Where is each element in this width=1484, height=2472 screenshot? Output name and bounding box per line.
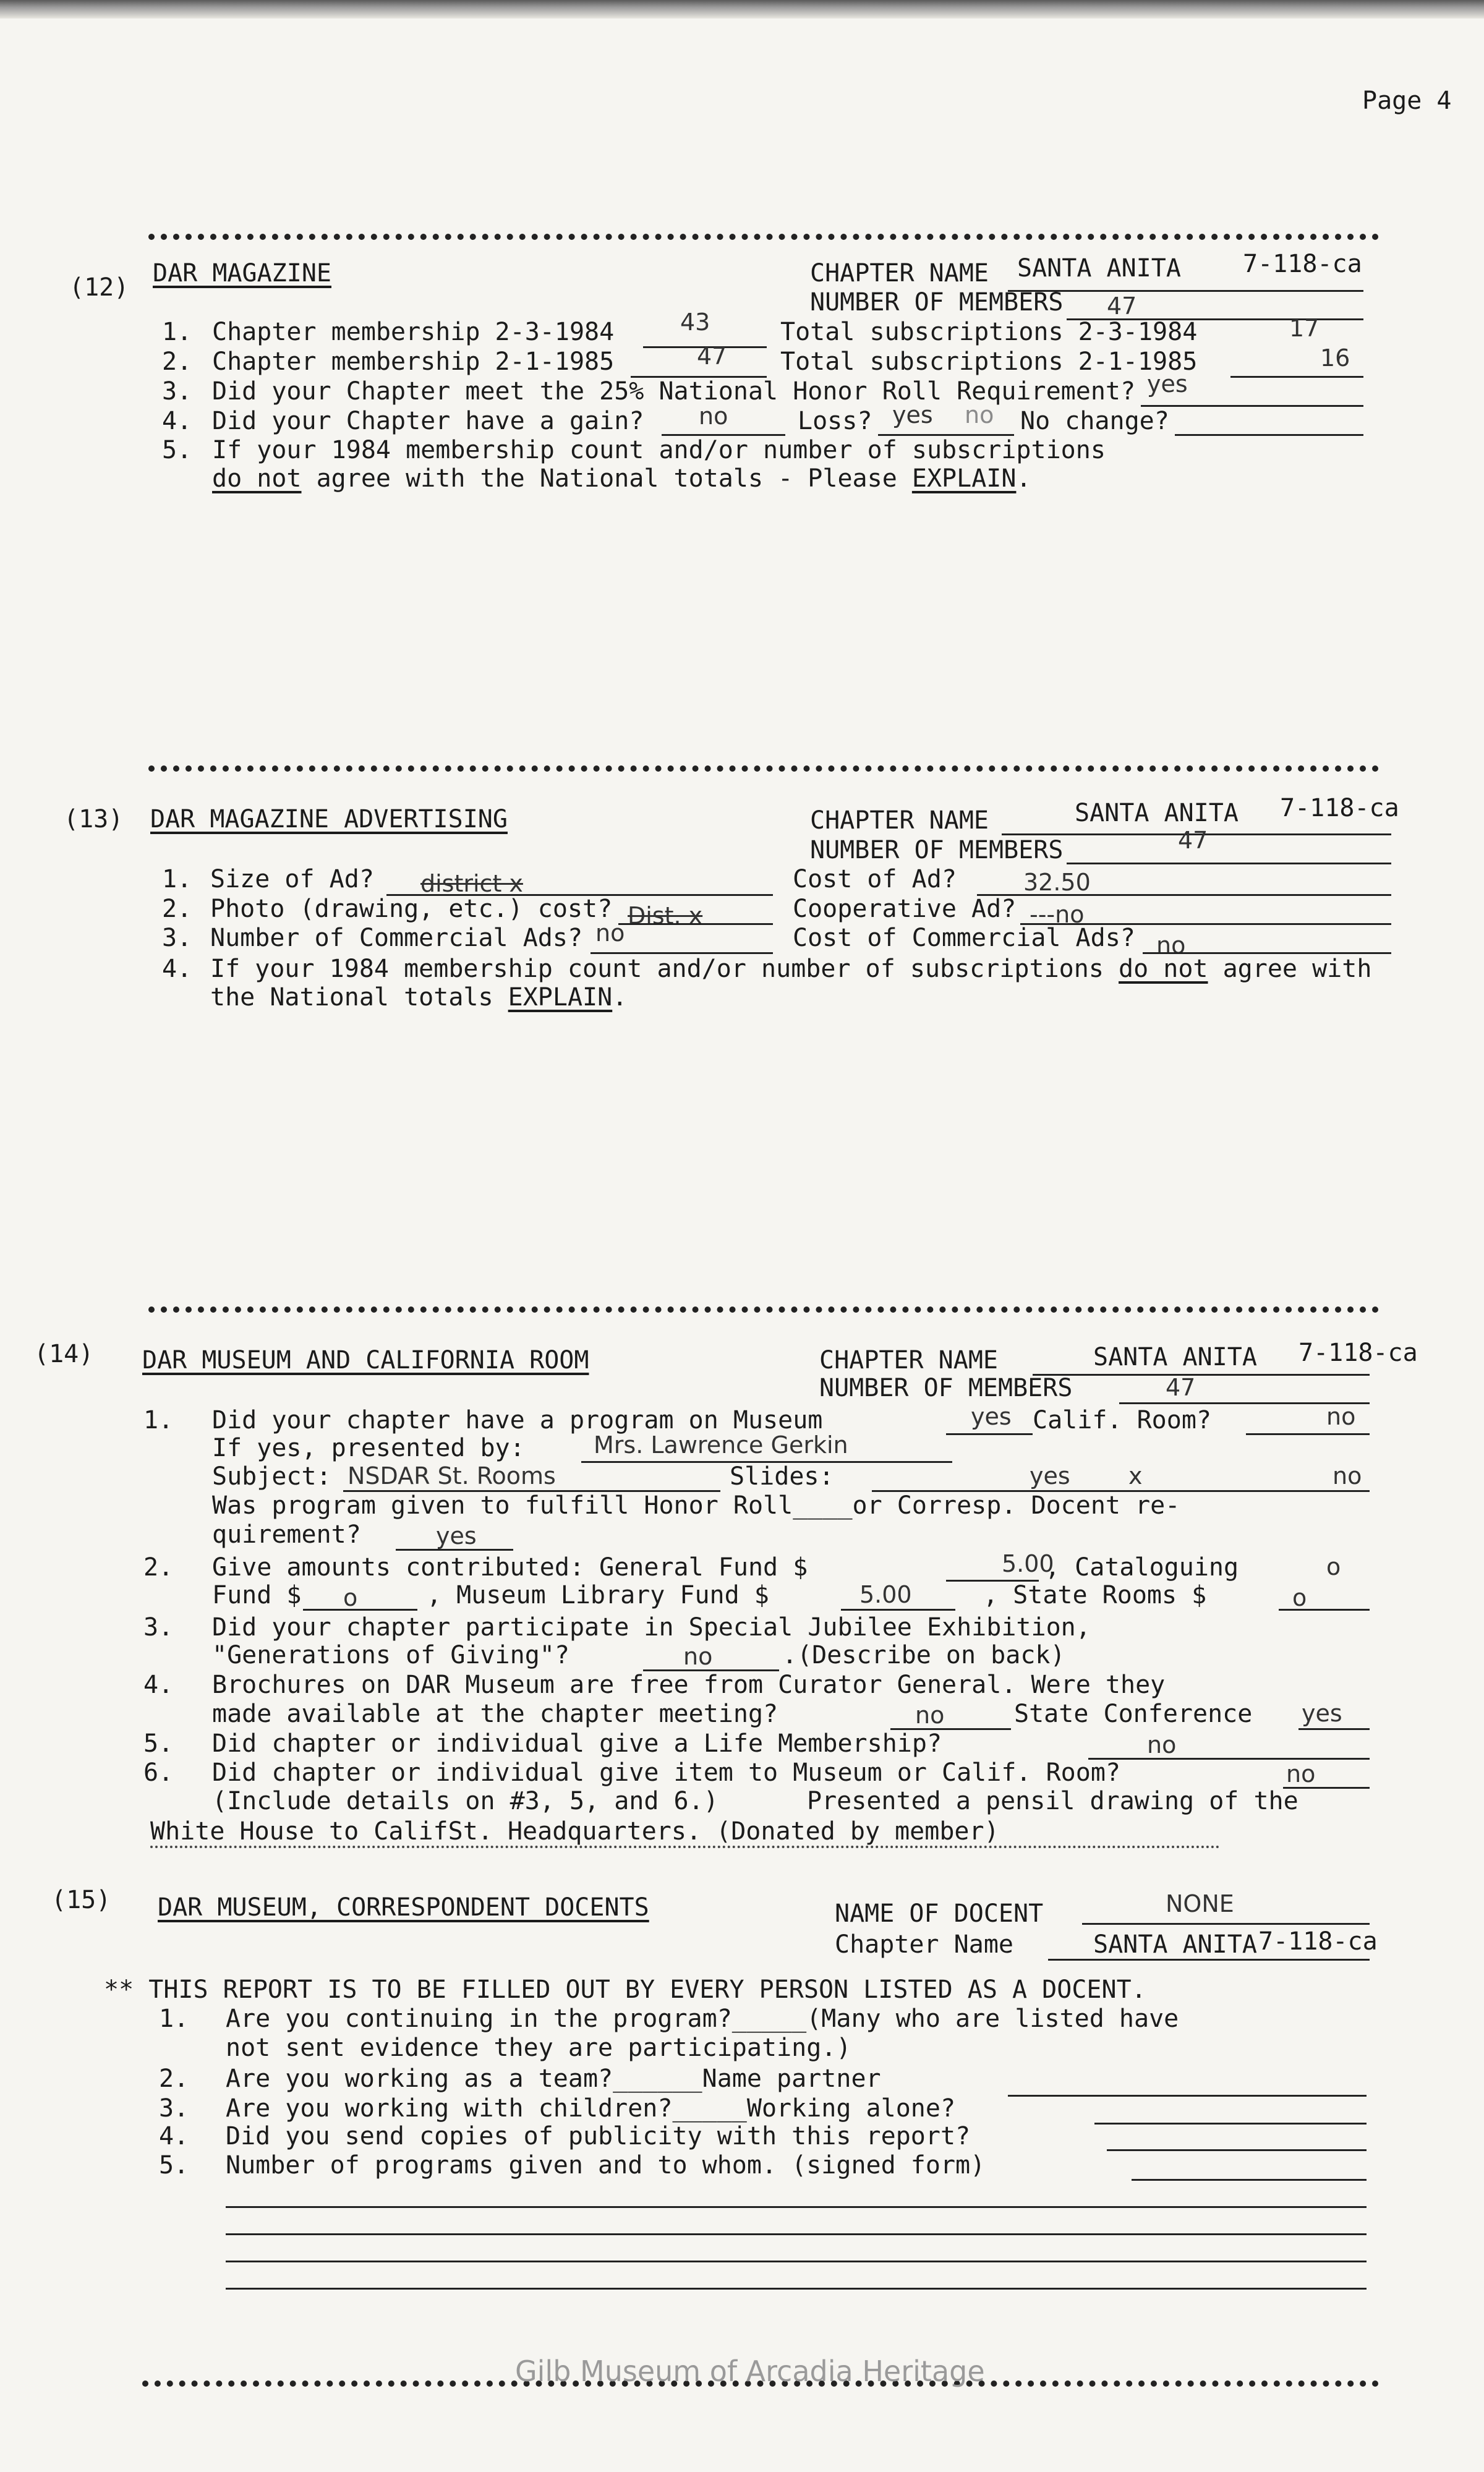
fill-line <box>1175 434 1363 436</box>
chapter-code: 7-118-ca <box>1298 1339 1418 1367</box>
emphasis: EXPLAIN <box>508 983 613 1012</box>
question-line <box>210 957 1371 981</box>
question: quirement? <box>212 1520 361 1549</box>
members-value: 47 <box>1178 827 1208 854</box>
answer-value: yes <box>1030 1462 1070 1490</box>
answer-value: 17 <box>1289 315 1320 342</box>
answer-value: no <box>1333 1462 1362 1490</box>
fill-line <box>1230 376 1363 378</box>
question: Total subscriptions 2-3-1984 <box>780 318 1198 346</box>
question: Cost of Commercial Ads? <box>793 924 1135 952</box>
answer-value: White House to CalifSt. Headquarters. (Donated by member) <box>150 1817 999 1846</box>
question: Did your chapter have a program on Museum <box>212 1406 823 1434</box>
question: Did your Chapter meet the 25% National Honor Roll Requirement? <box>212 377 1136 406</box>
chapter-code: 7-118-ca <box>1280 794 1399 822</box>
q-number: 4. <box>162 955 192 983</box>
question: Give amounts contributed: General Fund $ <box>212 1553 808 1582</box>
text: . <box>612 983 628 1012</box>
chapter-name-value: SANTA ANITA <box>1093 1343 1257 1371</box>
section-divider <box>148 765 1379 772</box>
section-number: (14) <box>34 1340 94 1368</box>
docent-notice: ** THIS REPORT IS TO BE FILLED OUT BY EVERY PERSON LISTED AS A DOCENT. <box>104 1975 1146 2004</box>
q-number: 1. <box>143 1406 174 1434</box>
question: If your 1984 membership count and/or number of subscriptions <box>212 436 1106 464</box>
question: Fund $ <box>212 1581 302 1609</box>
question: "Generations of Giving"? <box>212 1641 569 1669</box>
docent-name-label: NAME OF DOCENT <box>835 1899 1044 1928</box>
answer-value: no <box>1326 1403 1356 1430</box>
question: No change? <box>1020 407 1169 435</box>
answer-value: 32.50 <box>1023 869 1091 896</box>
text: agree with <box>1208 955 1372 983</box>
section-title: DAR MUSEUM, CORRESPONDENT DOCENTS <box>158 1893 649 1922</box>
answer-value: no <box>1286 1760 1316 1788</box>
fill-line <box>977 894 1391 896</box>
members-value: 47 <box>1166 1374 1196 1401</box>
question: Did your Chapter have a gain? <box>212 407 644 435</box>
fill-line <box>1279 1609 1370 1611</box>
q-number: 3. <box>162 924 192 952</box>
watermark: Gilb Museum of Arcadia Heritage <box>515 2355 985 2388</box>
fill-line <box>1033 1374 1370 1376</box>
question-line <box>212 466 1031 491</box>
chapter-code: 7-118-ca <box>1243 250 1362 278</box>
answer-value: o <box>1292 1584 1307 1611</box>
q-number: 5. <box>143 1729 174 1758</box>
answer-value: 43 <box>680 309 710 336</box>
q-number: 2. <box>162 347 192 376</box>
q-number: 1. <box>162 318 192 346</box>
question: , Cataloguing <box>1045 1553 1239 1582</box>
fill-line <box>1094 2123 1367 2125</box>
members-value: 47 <box>1107 292 1137 320</box>
question: .(Describe on back) <box>782 1641 1065 1669</box>
chapter-name-label: CHAPTER NAME <box>810 259 989 288</box>
q-number: 4. <box>162 407 192 435</box>
question: Subject: <box>212 1462 331 1491</box>
chapter-code: 7-118-ca <box>1258 1927 1378 1956</box>
section-number: (15) <box>51 1886 111 1914</box>
answer-value: no <box>595 919 625 947</box>
section-title: DAR MAGAZINE ADVERTISING <box>150 805 508 833</box>
answer-value: Presented a pensil drawing of the <box>807 1787 1298 1815</box>
question: Size of Ad? <box>210 865 374 893</box>
emphasis: do not <box>212 464 302 493</box>
answer-value: o <box>343 1584 358 1611</box>
docent-name-value: NONE <box>1166 1890 1234 1917</box>
page-number: Page 4 <box>1362 87 1452 115</box>
fill-line <box>841 1609 955 1611</box>
q-number: 2. <box>162 895 192 923</box>
question: Photo (drawing, etc.) cost? <box>210 895 613 923</box>
section-number: (13) <box>64 805 124 833</box>
text: . <box>1016 464 1031 493</box>
chapter-name-label: CHAPTER NAME <box>810 806 989 835</box>
answer-value: NSDAR St. Rooms <box>348 1462 556 1490</box>
fill-line <box>618 923 773 925</box>
blank-answer-line <box>226 2261 1367 2262</box>
fill-line <box>303 1609 417 1611</box>
question: , State Rooms $ <box>983 1581 1207 1609</box>
question: Did you send copies of publicity with this report? <box>226 2122 971 2150</box>
section-divider <box>148 234 1379 240</box>
section-number: (12) <box>69 273 129 302</box>
text: If your 1984 membership count and/or number of subscriptions <box>210 955 1119 983</box>
q-number: 2. <box>143 1553 174 1582</box>
blank-answer-line <box>226 2288 1367 2290</box>
q-number: 4. <box>143 1671 174 1699</box>
chapter-name-value: SANTA ANITA <box>1075 799 1239 827</box>
question: not sent evidence they are participating.) <box>226 2034 851 2062</box>
section-title: DAR MUSEUM AND CALIFORNIA ROOM <box>142 1346 589 1375</box>
answer-value-faint: no <box>965 401 994 428</box>
question: made available at the chapter meeting? <box>212 1700 778 1728</box>
q-number: 5. <box>162 436 192 464</box>
emphasis: do not <box>1119 955 1208 983</box>
answer-value: 16 <box>1320 344 1350 372</box>
question: Calif. Room? <box>1033 1406 1211 1434</box>
answer-value: ---no <box>1030 901 1085 928</box>
question: (Include details on #3, 5, and 6.) <box>212 1787 719 1815</box>
fill-line <box>1141 405 1363 407</box>
q-number: 1. <box>159 2005 189 2033</box>
members-label: NUMBER OF MEMBERS <box>810 836 1064 864</box>
q-number: 3. <box>159 2094 189 2123</box>
question: Did chapter or individual give item to Museum or Calif. Room? <box>212 1758 1121 1787</box>
section-divider <box>148 1306 1379 1313</box>
fill-line <box>396 1549 513 1551</box>
question: Brochures on DAR Museum are free from Curator General. Were they <box>212 1671 1166 1699</box>
q-number: 3. <box>162 377 192 406</box>
fill-line <box>1246 1433 1370 1435</box>
fill-line <box>1298 1728 1370 1730</box>
answer-value: x <box>1128 1462 1143 1490</box>
answer-value: 5.00 <box>1002 1550 1054 1577</box>
question: Chapter membership 2-3-1984 <box>212 318 615 346</box>
question: Are you working with children?_____Working alone? <box>226 2094 956 2123</box>
q-number: 1. <box>162 865 192 893</box>
question: Number of Commercial Ads? <box>210 924 583 952</box>
question: Slides: <box>730 1462 834 1491</box>
answer-value: Dist. x <box>628 902 703 929</box>
answer-value: 47 <box>697 343 727 370</box>
answer-value: Mrs. Lawrence Gerkin <box>594 1431 848 1459</box>
question: Chapter membership 2-1-1985 <box>212 347 615 376</box>
answer-value: district x <box>420 870 523 897</box>
text: agree with the National totals - Please <box>301 464 912 493</box>
question: Did chapter or individual give a Life Membership? <box>212 1729 942 1758</box>
answer-value: yes <box>892 401 933 428</box>
question: Cost of Ad? <box>793 865 957 893</box>
q-number: 6. <box>143 1758 174 1787</box>
chapter-name-label: CHAPTER NAME <box>819 1346 998 1375</box>
question: Was program given to fulfill Honor Roll____or Corresp. Docent re- <box>212 1491 1180 1520</box>
text: the National totals <box>210 983 508 1012</box>
question-line <box>210 985 627 1010</box>
blank-answer-line <box>226 2206 1367 2208</box>
answer-value: 5.00 <box>859 1581 912 1608</box>
fill-line <box>1107 2149 1367 2151</box>
fill-line <box>1067 863 1391 864</box>
question: If yes, presented by: <box>212 1434 525 1462</box>
answer-value: yes <box>1302 1700 1342 1727</box>
fill-line <box>1082 1923 1370 1925</box>
fill-line <box>1132 2179 1367 2181</box>
answer-value: no <box>683 1643 713 1670</box>
chapter-name-value: SANTA ANITA <box>1017 254 1181 283</box>
question: State Conference <box>1014 1700 1253 1728</box>
q-number: 5. <box>159 2151 189 2180</box>
fill-line <box>1143 952 1391 954</box>
blank-answer-line <box>226 2233 1367 2235</box>
fill-line <box>1008 2095 1367 2097</box>
section-title: DAR MAGAZINE <box>153 259 331 288</box>
question: , Museum Library Fund $ <box>427 1581 769 1609</box>
answer-value: yes <box>1147 370 1188 398</box>
fill-line <box>1048 1959 1370 1961</box>
fill-line <box>591 952 773 954</box>
question: Are you continuing in the program?_____(Many who are listed have <box>226 2005 1179 2033</box>
answer-value: yes <box>436 1522 477 1549</box>
question: Total subscriptions 2-1-1985 <box>780 347 1198 376</box>
fill-line <box>946 1433 1033 1435</box>
chapter-name-value: SANTA ANITA <box>1093 1930 1257 1959</box>
question: Loss? <box>798 407 872 435</box>
question: Number of programs given and to whom. (signed form) <box>226 2151 986 2180</box>
chapter-name-label: Chapter Name <box>835 1930 1013 1959</box>
question: Did your chapter participate in Special Jubilee Exhibition, <box>212 1613 1091 1642</box>
fill-line <box>150 1846 1220 1848</box>
q-number: 2. <box>159 2065 189 2093</box>
emphasis: EXPLAIN <box>911 464 1017 493</box>
answer-value: o <box>1326 1553 1341 1580</box>
q-number: 3. <box>143 1613 174 1642</box>
members-label: NUMBER OF MEMBERS <box>810 288 1064 317</box>
question: Are you working as a team?______Name partner <box>226 2065 881 2093</box>
answer-value: no <box>699 403 728 430</box>
scan-top-edge <box>0 0 1484 19</box>
q-number: 4. <box>159 2122 189 2150</box>
members-label: NUMBER OF MEMBERS <box>819 1374 1073 1402</box>
answer-value: yes <box>971 1403 1012 1430</box>
fill-line <box>1088 1758 1370 1760</box>
question: Cooperative Ad? <box>793 895 1017 923</box>
answer-value: no <box>1156 932 1186 959</box>
answer-value: no <box>915 1702 945 1729</box>
answer-value: no <box>1147 1731 1177 1758</box>
